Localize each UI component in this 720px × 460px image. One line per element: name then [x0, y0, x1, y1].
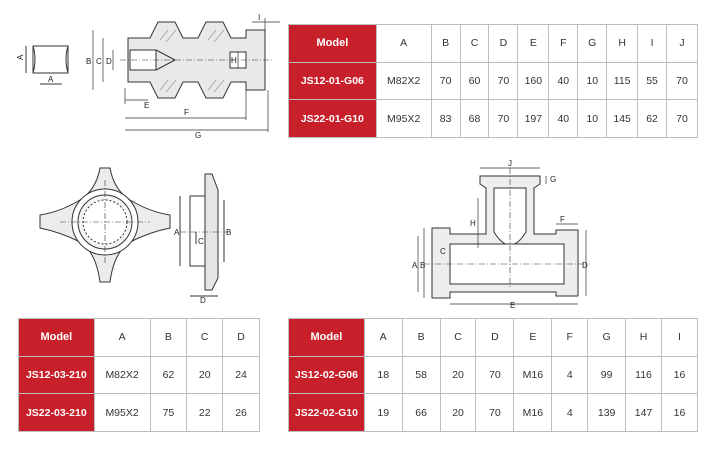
- dim-label: B: [420, 261, 426, 270]
- table-row: [289, 62, 698, 100]
- header-cell: B: [150, 319, 187, 357]
- dim-label: H: [231, 56, 237, 65]
- table-cell: M16: [514, 356, 552, 394]
- end-view-square: [26, 46, 68, 84]
- table-cell: 75: [150, 394, 187, 432]
- header-cell: G: [588, 319, 626, 357]
- table-cell: 4: [552, 394, 588, 432]
- table-cell: 4: [552, 356, 588, 394]
- dim-label: G: [550, 175, 557, 184]
- table-cell: 19: [364, 394, 402, 432]
- table-cell: 99: [588, 356, 626, 394]
- header-cell: I: [662, 319, 698, 357]
- header-cell: A: [94, 319, 150, 357]
- header-cell: Model: [289, 319, 365, 357]
- table-cell: 116: [626, 356, 662, 394]
- table-row: [19, 394, 260, 432]
- dim-label: G: [195, 131, 202, 140]
- table-cell: 70: [476, 394, 514, 432]
- header-cell: D: [223, 319, 260, 357]
- header-cell: H: [607, 25, 638, 63]
- table-cell: 145: [607, 100, 638, 138]
- header-cell: H: [626, 319, 662, 357]
- model-cell: JS12-03-210: [19, 356, 95, 394]
- table-cell: 16: [662, 394, 698, 432]
- dim-label: C: [96, 57, 102, 66]
- table-cell: 24: [223, 356, 260, 394]
- table-header-row: [289, 319, 698, 357]
- table-cell: 70: [489, 100, 518, 138]
- table-cell: 70: [476, 356, 514, 394]
- table-cell: 26: [223, 394, 260, 432]
- table-cell: 70: [667, 100, 698, 138]
- header-cell: Model: [19, 319, 95, 357]
- table-cell: 139: [588, 394, 626, 432]
- dim-label: C: [440, 247, 446, 256]
- table-cell: 40: [549, 62, 578, 100]
- table-cell: M82X2: [376, 62, 431, 100]
- spec-table-js-02: [288, 318, 698, 432]
- header-cell: F: [552, 319, 588, 357]
- model-cell: JS22-01-G10: [289, 100, 377, 138]
- dim-label: E: [144, 101, 150, 110]
- spec-table-js-01: [288, 24, 698, 138]
- table-cell: 20: [440, 356, 476, 394]
- table-cell: 18: [364, 356, 402, 394]
- header-cell: A: [376, 25, 431, 63]
- table-cell: 62: [150, 356, 187, 394]
- table-cell: M82X2: [94, 356, 150, 394]
- table-cell: 20: [187, 356, 223, 394]
- table-cell: 40: [549, 100, 578, 138]
- table-cell: 58: [402, 356, 440, 394]
- table-cell: 60: [460, 62, 489, 100]
- dim-label: J: [508, 159, 512, 168]
- dim-label: B: [226, 228, 232, 237]
- star-nut-side-view: [180, 174, 230, 296]
- star-nut-front-view: [40, 168, 170, 282]
- table-cell: 70: [489, 62, 518, 100]
- header-cell: D: [489, 25, 518, 63]
- header-cell: G: [578, 25, 607, 63]
- table-cell: 62: [638, 100, 667, 138]
- header-cell: C: [187, 319, 223, 357]
- header-cell: C: [440, 319, 476, 357]
- header-cell: E: [514, 319, 552, 357]
- table-cell: M95X2: [376, 100, 431, 138]
- table-cell: 55: [638, 62, 667, 100]
- spec-table-js-03: [18, 318, 260, 432]
- table-row: [289, 356, 698, 394]
- table-header-row: [289, 25, 698, 63]
- model-cell: JS22-03-210: [19, 394, 95, 432]
- table-cell: 66: [402, 394, 440, 432]
- header-cell: J: [667, 25, 698, 63]
- dim-label: A: [412, 261, 418, 270]
- table-cell: 16: [662, 356, 698, 394]
- table-cell: M95X2: [94, 394, 150, 432]
- table-cell: 22: [187, 394, 223, 432]
- table-cell: 10: [578, 62, 607, 100]
- header-cell: I: [638, 25, 667, 63]
- dim-label: A: [48, 75, 54, 84]
- table-cell: M16: [514, 394, 552, 432]
- model-cell: JS12-01-G06: [289, 62, 377, 100]
- dim-label: D: [106, 57, 112, 66]
- dim-label: C: [198, 237, 204, 246]
- table-header-row: [19, 319, 260, 357]
- table-cell: 197: [518, 100, 549, 138]
- dim-label: A: [16, 54, 25, 60]
- table-cell: 160: [518, 62, 549, 100]
- dim-label: E: [510, 301, 516, 308]
- dim-label: H: [470, 219, 476, 228]
- header-cell: A: [364, 319, 402, 357]
- dim-label: B: [86, 57, 92, 66]
- drawing-tee-fitting: [410, 158, 610, 308]
- table-cell: 115: [607, 62, 638, 100]
- header-cell: Model: [289, 25, 377, 63]
- spool-body: [120, 22, 272, 98]
- header-cell: F: [549, 25, 578, 63]
- drawing-ferrule-spool: [0, 0, 285, 150]
- header-cell: B: [402, 319, 440, 357]
- table-cell: 70: [667, 62, 698, 100]
- header-cell: B: [431, 25, 460, 63]
- header-cell: D: [476, 319, 514, 357]
- dim-label: F: [184, 108, 189, 117]
- dim-label: D: [200, 296, 206, 305]
- table-cell: 68: [460, 100, 489, 138]
- table-cell: 70: [431, 62, 460, 100]
- drawing-star-nut: [30, 160, 260, 305]
- dim-label: A: [174, 228, 180, 237]
- table-cell: 147: [626, 394, 662, 432]
- dim-label: F: [560, 215, 565, 224]
- model-cell: JS22-02-G10: [289, 394, 365, 432]
- table-cell: 83: [431, 100, 460, 138]
- table-row: [19, 356, 260, 394]
- table-cell: 10: [578, 100, 607, 138]
- header-cell: C: [460, 25, 489, 63]
- model-cell: JS12-02-G06: [289, 356, 365, 394]
- tee-body: [424, 168, 590, 298]
- dim-label: D: [582, 261, 588, 270]
- header-cell: E: [518, 25, 549, 63]
- table-row: [289, 100, 698, 138]
- dim-label: I: [258, 13, 261, 22]
- table-cell: 20: [440, 394, 476, 432]
- table-row: [289, 394, 698, 432]
